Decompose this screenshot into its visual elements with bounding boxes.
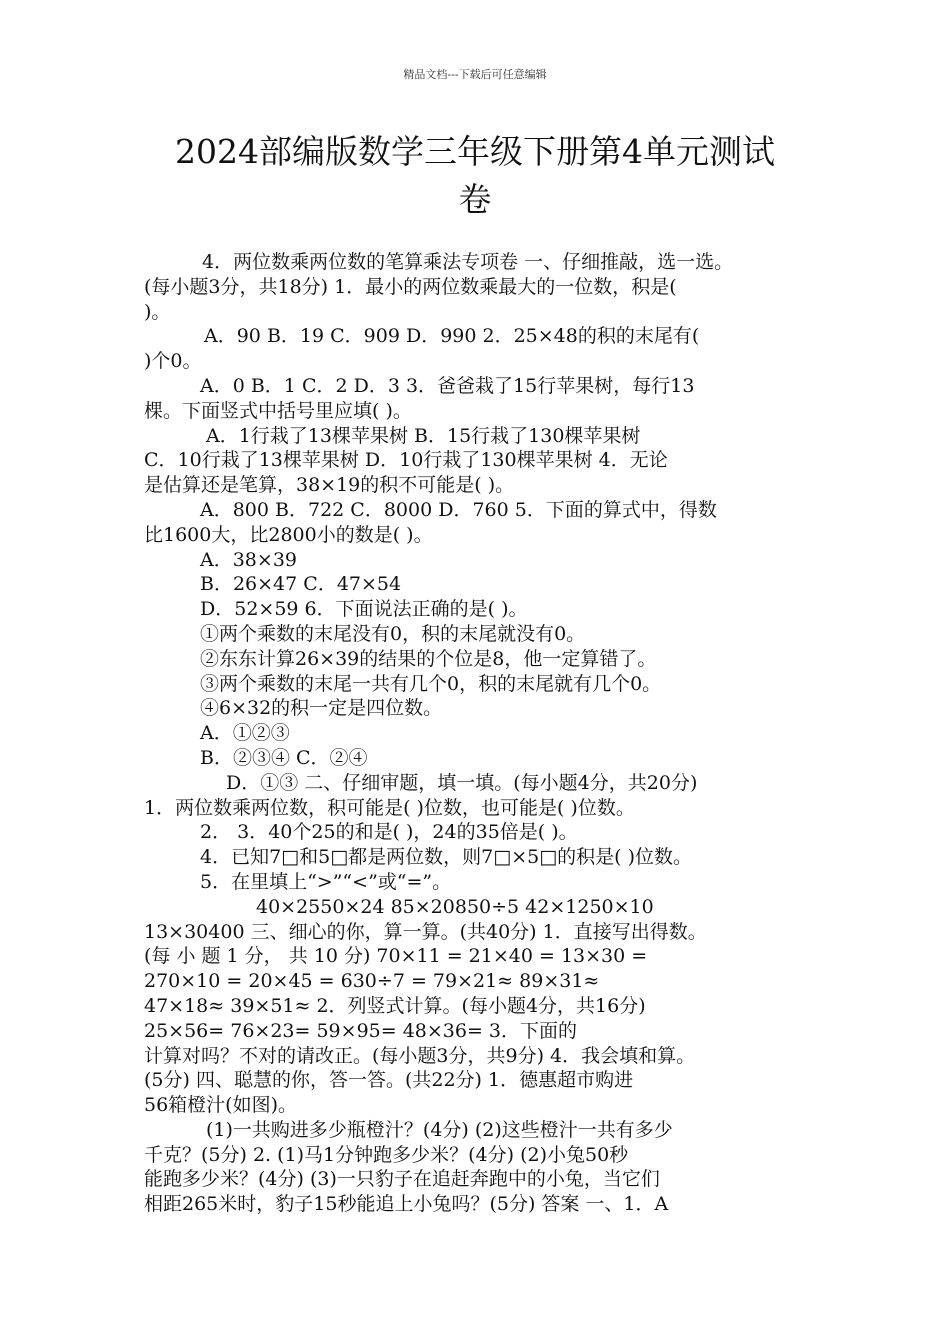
body-line: ③两个乘数的末尾一共有几个0，积的末尾就有几个0。 [200,672,662,695]
body-line: 相距265米时，豹子15秒能追上小兔吗？(5分) 答案 一、1．A [144,1193,669,1216]
body-line: 2． 3．40个25的和是( )，24的35倍是( )。 [200,821,578,844]
body-line: 能跑多少米？(4分) (3)一只豹子在追赶奔跑中的小兔，当它们 [144,1168,660,1191]
body-line: )。 [144,300,171,323]
document-body [144,250,824,1217]
title-line: 2024部编版数学三年级下册第4单元测试 [175,132,775,171]
body-line: C．10行栽了13棵苹果树 D．10行栽了130棵苹果树 4．无论 [144,449,668,472]
body-line: A．①②③ [200,722,290,745]
body-line: B．26×47 C．47×54 [200,573,402,596]
body-line: D．52×59 6．下面说法正确的是( )。 [200,598,528,621]
body-line: 47×18≈ 39×51≈ 2．列竖式计算。(每小题4分，共16分) [144,994,646,1017]
body-line: 棵。下面竖式中括号里应填( )。 [144,399,412,422]
body-line: 4．两位数乘两位数的笔算乘法专项卷 一、仔细推敲，选一选。 [202,251,734,273]
body-line: )个0。 [144,350,202,373]
body-line: 比1600大，比2800小的数是( )。 [144,523,433,546]
body-line: ②东东计算26×39的结果的个位是8，他一定算错了。 [200,647,657,670]
body-line: A．800 B．722 C．8000 D．760 5．下面的算式中，得数 [200,498,717,521]
body-line: 计算对吗？不对的请改正。(每小题3分，共9分) 4．我会填和算。 [144,1044,696,1067]
body-line: B．②③④ C．②④ [200,746,368,769]
body-line: 5．在里填上“>”“<”或“=”。 [200,870,452,893]
body-line: D．①③ 二、仔细审题，填一填。(每小题4分，共20分) [226,771,698,794]
page-header: 精品文档---下载后可任意编辑 [403,68,547,81]
body-line: ①两个乘数的末尾没有0，积的末尾就没有0。 [200,622,586,645]
body-line: 56箱橙汁(如图)。 [144,1094,298,1117]
body-line: 13×30400 三、细心的你，算一算。(共40分) 1．直接写出得数。 [144,920,707,943]
body-line: 1．两位数乘两位数，积可能是( )位数，也可能是( )位数。 [144,796,635,819]
body-line: A．90 B．19 C．909 D．990 2．25×48的积的末尾有( [204,325,700,348]
body-line: ④6×32的积一定是四位数。 [200,697,443,720]
body-line: A．38×39 [200,548,297,571]
body-line: A．1行栽了13棵苹果树 B．15行栽了130棵苹果树 [206,424,641,447]
body-line: 40×2550×24 85×20850÷5 42×1250×10 [256,895,654,918]
body-line: 千克？(5分) 2. (1)马1分钟跑多少米？(4分) (2)小兔50秒 [144,1143,629,1166]
body-line: 是估算还是笔算，38×19的积不可能是( )。 [144,474,515,497]
body-line: 4．已知7□和5□都是两位数，则7□×5□的积是( )位数。 [200,846,693,869]
body-line: (1)一共购进多少瓶橙汁？(4分) (2)这些橙汁一共有多少 [206,1118,673,1141]
body-line: 25×56= 76×23= 59×95= 48×36= 3．下面的 [144,1019,578,1042]
document-title [120,128,830,224]
body-line: 270×10 = 20×45 = 630÷7 = 79×21≈ 89×31≈ [144,970,600,993]
title-line: 卷 [458,180,492,219]
body-line: (每 小 题 1 分， 共 10 分) 70×11 = 21×40 = 13×30 = [144,945,648,968]
body-line: A．0 B．1 C．2 D．3 3．爸爸栽了15行苹果树，每行13 [200,374,695,397]
body-line: (每小题3分，共18分) 1．最小的两位数乘最大的一位数，积是( [144,275,677,298]
body-line: (5分) 四、聪慧的你，答一答。(共22分) 1．德惠超市购进 [144,1069,634,1092]
